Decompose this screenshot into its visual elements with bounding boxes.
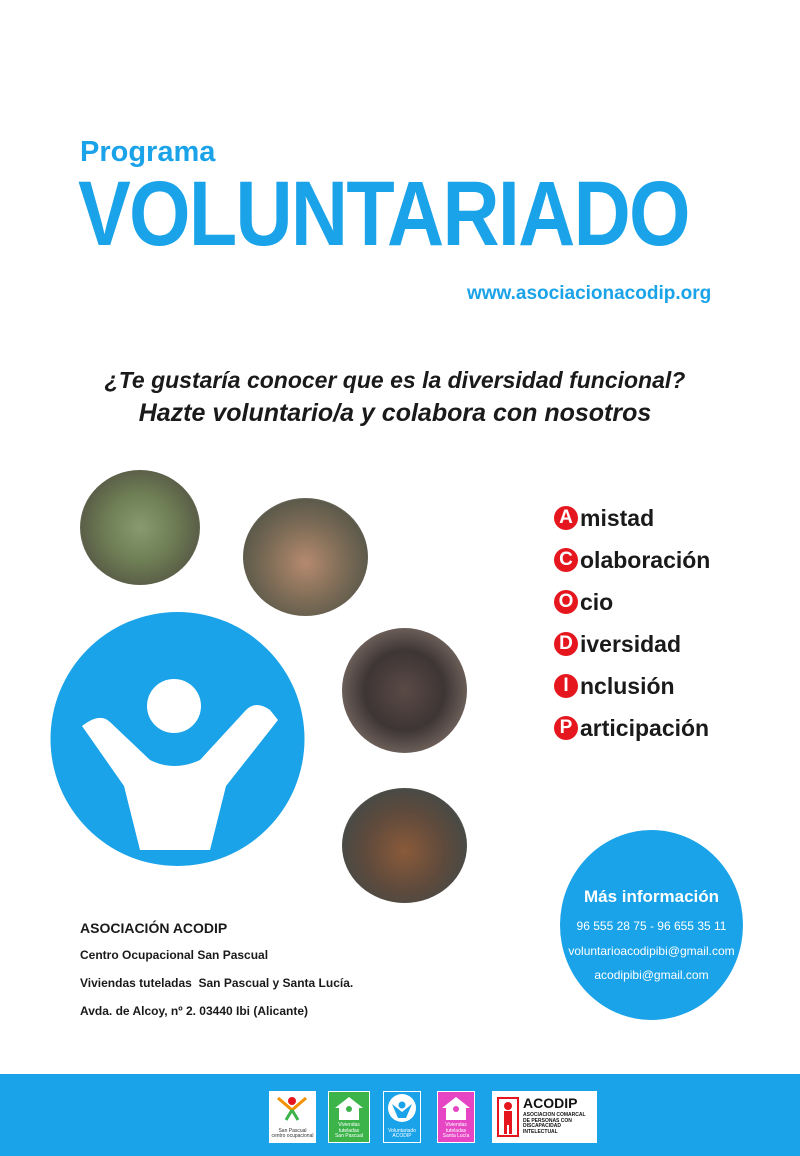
volunteer-photo-4: [342, 788, 467, 903]
viviendas-san-pascual-label: Viviendas tuteladas San Pascual: [334, 1122, 364, 1139]
acronym-word: mistad: [580, 504, 655, 531]
organization-housing: Viviendas tuteladas San Pascual y Santa Lucía.: [80, 976, 354, 990]
acronym-letter-badge: A: [554, 506, 578, 530]
acronym-word: olaboración: [580, 546, 711, 573]
program-label: Programa: [80, 136, 216, 168]
san-pascual-logo: [269, 1091, 316, 1143]
acronym-word: cio: [580, 588, 614, 615]
info-email-volunteer[interactable]: voluntarioacodipibi@gmail.com: [568, 944, 735, 958]
acodip-figure-icon: [497, 1097, 519, 1137]
volunteer-photo-1: [80, 470, 200, 585]
acronym-letter-badge: C: [554, 548, 578, 572]
voluntariado-acodip-label: Voluntariado ACODIP: [388, 1127, 416, 1139]
voluntariado-acodip-logo: [383, 1091, 421, 1143]
footer-bar: [0, 1074, 800, 1156]
acronym-row: [554, 665, 710, 707]
acronym-letter-badge: O: [554, 590, 578, 614]
acodip-logo-subtitle: ASOCIACION COMARCAL DE PERSONAS CON DISCAPACIDAD INTELECTUAL: [523, 1112, 586, 1135]
viviendas-santa-lucia-label: Viviendas tuteladas Santa Lucía: [442, 1122, 470, 1139]
tagline-question: ¿Te gustaría conocer que es la diversidad funcional?: [104, 367, 686, 393]
info-phones: 96 555 28 75 - 96 655 35 11: [576, 919, 727, 933]
acronym-letter-badge: P: [554, 716, 578, 740]
website-link[interactable]: www.asociacionacodip.org: [467, 283, 712, 304]
acronym-word: articipación: [580, 714, 710, 741]
acronym-row: [554, 539, 710, 581]
viviendas-santa-lucia-logo: [437, 1091, 475, 1143]
san-pascual-figure-icon: [270, 1092, 315, 1122]
info-circle: [560, 830, 743, 1020]
acodip-logo: [492, 1091, 597, 1143]
organization-block: [80, 920, 353, 1032]
viviendas-san-pascual-logo: [328, 1091, 370, 1143]
acodip-logo-title: ACODIP: [523, 1095, 578, 1111]
acronym-word: iversidad: [580, 630, 681, 657]
volunteer-mini-icon: [384, 1092, 420, 1124]
acronym-row: [554, 707, 710, 749]
info-title: Más información: [583, 887, 720, 906]
san-pascual-logo-label: San Pascual centro ocupacional: [271, 1127, 314, 1139]
volunteer-photo-2: [243, 498, 368, 616]
acronym-row: [554, 623, 710, 665]
acronym-list: [554, 497, 710, 749]
acronym-letter-badge: D: [554, 632, 578, 656]
volunteer-photo-3: [342, 628, 467, 753]
house-icon: [438, 1092, 474, 1122]
acronym-row: [554, 581, 710, 623]
tagline-call-to-action: Hazte voluntario/a y colabora con nosotros: [138, 399, 652, 427]
acronym-row: [554, 497, 710, 539]
acronym-word: nclusión: [580, 672, 675, 699]
page-title: VOLUNTARIADO: [78, 163, 689, 265]
acronym-letter-badge: I: [554, 674, 578, 698]
organization-center: Centro Ocupacional San Pascual: [80, 948, 269, 962]
organization-name: ASOCIACIÓN ACODIP: [80, 920, 228, 936]
volunteer-person-logo-icon: [50, 610, 305, 868]
info-email-general[interactable]: acodipibi@gmail.com: [594, 968, 709, 982]
house-icon: [329, 1092, 369, 1122]
organization-address: Avda. de Alcoy, nº 2. 03440 Ibi (Alicante): [80, 1004, 309, 1018]
